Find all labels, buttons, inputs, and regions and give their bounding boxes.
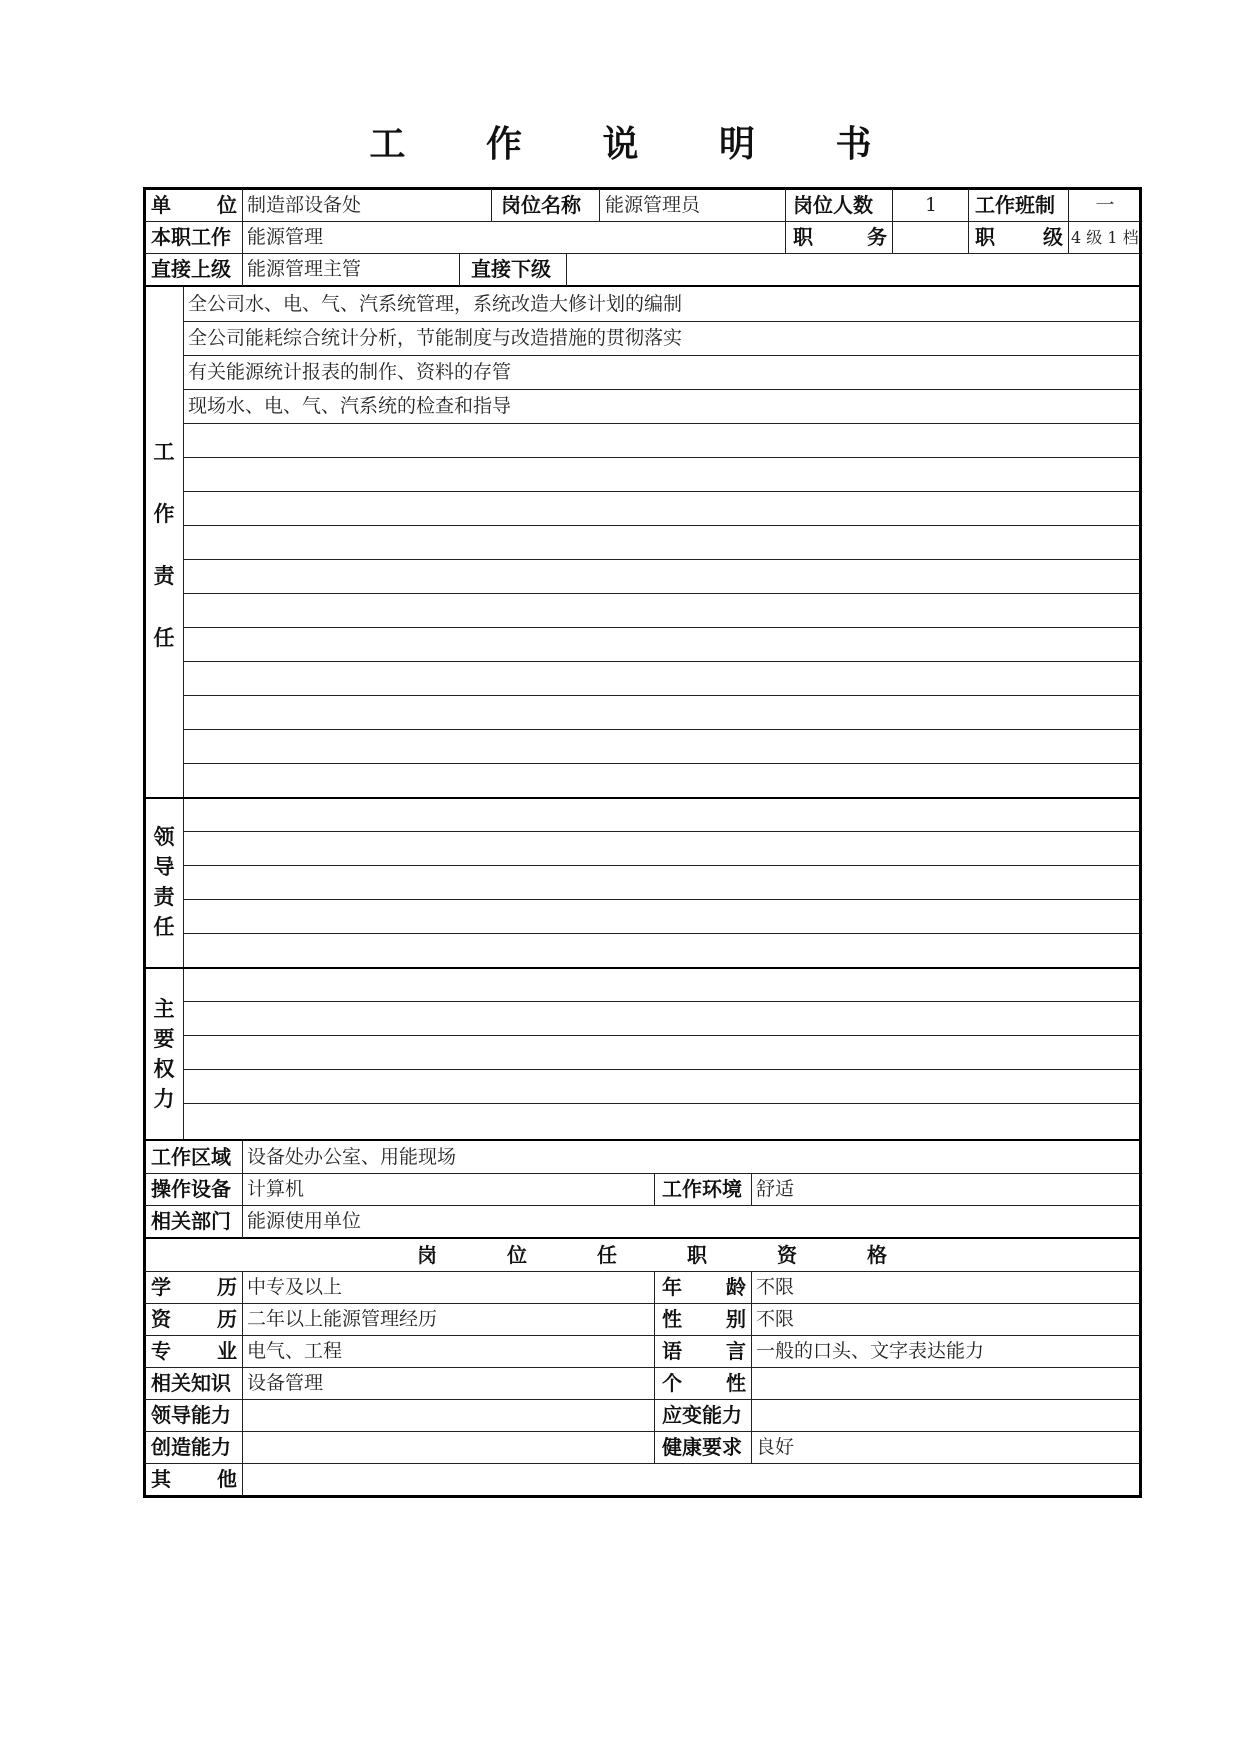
knowledge-label: 相关知识 — [151, 1371, 231, 1395]
other-value — [243, 1464, 1138, 1496]
grid-line — [184, 831, 1140, 832]
grid-line — [145, 1367, 1140, 1368]
work-env-label: 工作环境 — [662, 1177, 742, 1201]
grid-line — [785, 189, 786, 254]
grid-line — [184, 763, 1140, 764]
grid-line — [145, 285, 1140, 287]
work-env-value: 舒适 — [756, 1178, 795, 1200]
headcount-value: 1 — [924, 194, 938, 216]
experience-value: 二年以上能源管理经历 — [247, 1308, 438, 1330]
grid-line — [242, 1271, 243, 1496]
grid-line — [184, 695, 1140, 696]
language-label: 语 言 — [662, 1339, 746, 1363]
grid-line — [184, 1001, 1140, 1002]
grid-line — [145, 1271, 1140, 1272]
work-area-label: 工作区域 — [151, 1145, 231, 1169]
shift-value: 一 — [1095, 194, 1115, 216]
grid-line — [599, 189, 600, 222]
grid-line — [184, 525, 1140, 526]
health-value: 良好 — [756, 1436, 795, 1458]
education-value: 中专及以上 — [247, 1276, 343, 1298]
adaptability-label: 应变能力 — [662, 1403, 742, 1427]
grid-line — [145, 1463, 1140, 1464]
experience-label: 资 历 — [151, 1307, 237, 1331]
grid-line — [184, 627, 1140, 628]
grid-line — [184, 1069, 1140, 1070]
main-powers-label: 主 要 权 力 — [153, 997, 175, 1111]
grid-line — [184, 661, 1140, 662]
grid-line — [145, 1205, 1140, 1206]
leadership-ability-label: 领导能力 — [151, 1403, 231, 1427]
grid-line — [184, 389, 1140, 390]
superior-label: 直接上级 — [151, 257, 231, 281]
grid-line — [143, 1495, 1142, 1498]
grid-line — [751, 1271, 752, 1464]
grid-line — [143, 187, 146, 1498]
duty-item-3: 有关能源统计报表的制作、资料的存管 — [188, 361, 512, 383]
grid-line — [184, 865, 1140, 866]
major-label: 专 业 — [151, 1339, 237, 1363]
headcount-label: 岗位人数 — [793, 193, 873, 217]
grid-line — [145, 253, 1140, 254]
equipment-label: 操作设备 — [151, 1177, 231, 1201]
equipment-value: 计算机 — [247, 1178, 305, 1200]
health-label: 健康要求 — [662, 1435, 742, 1459]
grid-line — [242, 189, 243, 286]
grade-value: 4 级 1 档 — [1071, 228, 1139, 247]
superior-value: 能源管理主管 — [247, 258, 362, 280]
grid-line — [566, 253, 567, 286]
grid-line — [183, 287, 184, 1139]
duty-item-1: 全公司水、电、气、汽系统管理，系统改造大修计划的编制 — [188, 293, 683, 315]
gender-label: 性 别 — [662, 1307, 746, 1331]
duty-item-4: 现场水、电、气、汽系统的检查和指导 — [188, 395, 512, 417]
subordinate-label: 直接下级 — [471, 257, 551, 281]
grid-line — [184, 729, 1140, 730]
grid-line — [145, 1335, 1140, 1336]
work-duties-label: 工 作 责 任 — [153, 440, 175, 650]
grid-line — [892, 189, 893, 254]
creativity-label: 创造能力 — [151, 1435, 231, 1459]
subordinate-value — [566, 254, 1140, 286]
unit-value: 制造部设备处 — [247, 194, 362, 216]
grid-line — [184, 899, 1140, 900]
post-name-label: 岗位名称 — [501, 193, 581, 217]
grid-line — [145, 1303, 1140, 1304]
language-value: 一般的口头、文字表达能力 — [756, 1340, 985, 1362]
grid-line — [184, 423, 1140, 424]
grid-line — [184, 491, 1140, 492]
grid-line — [184, 933, 1140, 934]
grid-line — [145, 967, 1140, 969]
own-work-value: 能源管理 — [247, 226, 324, 248]
grid-line — [184, 321, 1140, 322]
grid-line — [184, 1035, 1140, 1036]
unit-label: 单 位 — [151, 193, 237, 217]
duty-item-2: 全公司能耗综合统计分析，节能制度与改造措施的贯彻落实 — [188, 327, 683, 349]
position-label: 职 务 — [793, 225, 887, 249]
grid-line — [1139, 187, 1142, 1498]
shift-label: 工作班制 — [975, 193, 1055, 217]
grid-line — [491, 189, 492, 222]
grid-line — [654, 1271, 655, 1464]
grid-line — [1068, 189, 1069, 254]
age-label: 年 龄 — [662, 1275, 746, 1299]
grid-line — [184, 457, 1140, 458]
personality-value — [752, 1368, 1138, 1400]
grid-line — [143, 187, 1142, 190]
creativity-value — [243, 1432, 653, 1464]
age-value: 不限 — [756, 1276, 795, 1298]
knowledge-value: 设备管理 — [247, 1372, 324, 1394]
grid-line — [145, 1237, 1140, 1239]
adaptability-value — [752, 1400, 1138, 1432]
grid-line — [145, 1139, 1140, 1141]
grid-line — [459, 253, 460, 286]
grid-line — [184, 559, 1140, 560]
gender-value: 不限 — [756, 1308, 795, 1330]
own-work-label: 本职工作 — [151, 225, 231, 249]
other-label: 其 他 — [151, 1467, 237, 1491]
work-area-value: 设备处办公室、用能现场 — [247, 1146, 457, 1168]
grid-line — [242, 1141, 243, 1238]
grid-line — [184, 355, 1140, 356]
grid-line — [145, 221, 1140, 222]
education-label: 学 历 — [151, 1275, 237, 1299]
related-dept-value: 能源使用单位 — [247, 1210, 362, 1232]
grid-line — [145, 797, 1140, 799]
leadership-ability-value — [243, 1400, 653, 1432]
grid-line — [145, 1431, 1140, 1432]
post-name-value: 能源管理员 — [605, 194, 701, 216]
grade-label: 职 级 — [975, 225, 1063, 249]
leadership-duties-label: 领 导 责 任 — [153, 825, 175, 939]
position-value — [893, 222, 969, 254]
grid-line — [968, 189, 969, 254]
related-dept-label: 相关部门 — [151, 1209, 231, 1233]
major-value: 电气、工程 — [247, 1340, 343, 1362]
qualifications-heading: 岗 位 任 职 资 格 — [417, 1243, 887, 1267]
grid-line — [184, 593, 1140, 594]
document-title: 工 作 说 明 书 — [369, 124, 906, 165]
grid-line — [145, 1399, 1140, 1400]
grid-line — [145, 1173, 1140, 1174]
grid-line — [751, 1173, 752, 1206]
grid-line — [654, 1173, 655, 1206]
grid-line — [184, 1103, 1140, 1104]
personality-label: 个 性 — [662, 1371, 746, 1395]
